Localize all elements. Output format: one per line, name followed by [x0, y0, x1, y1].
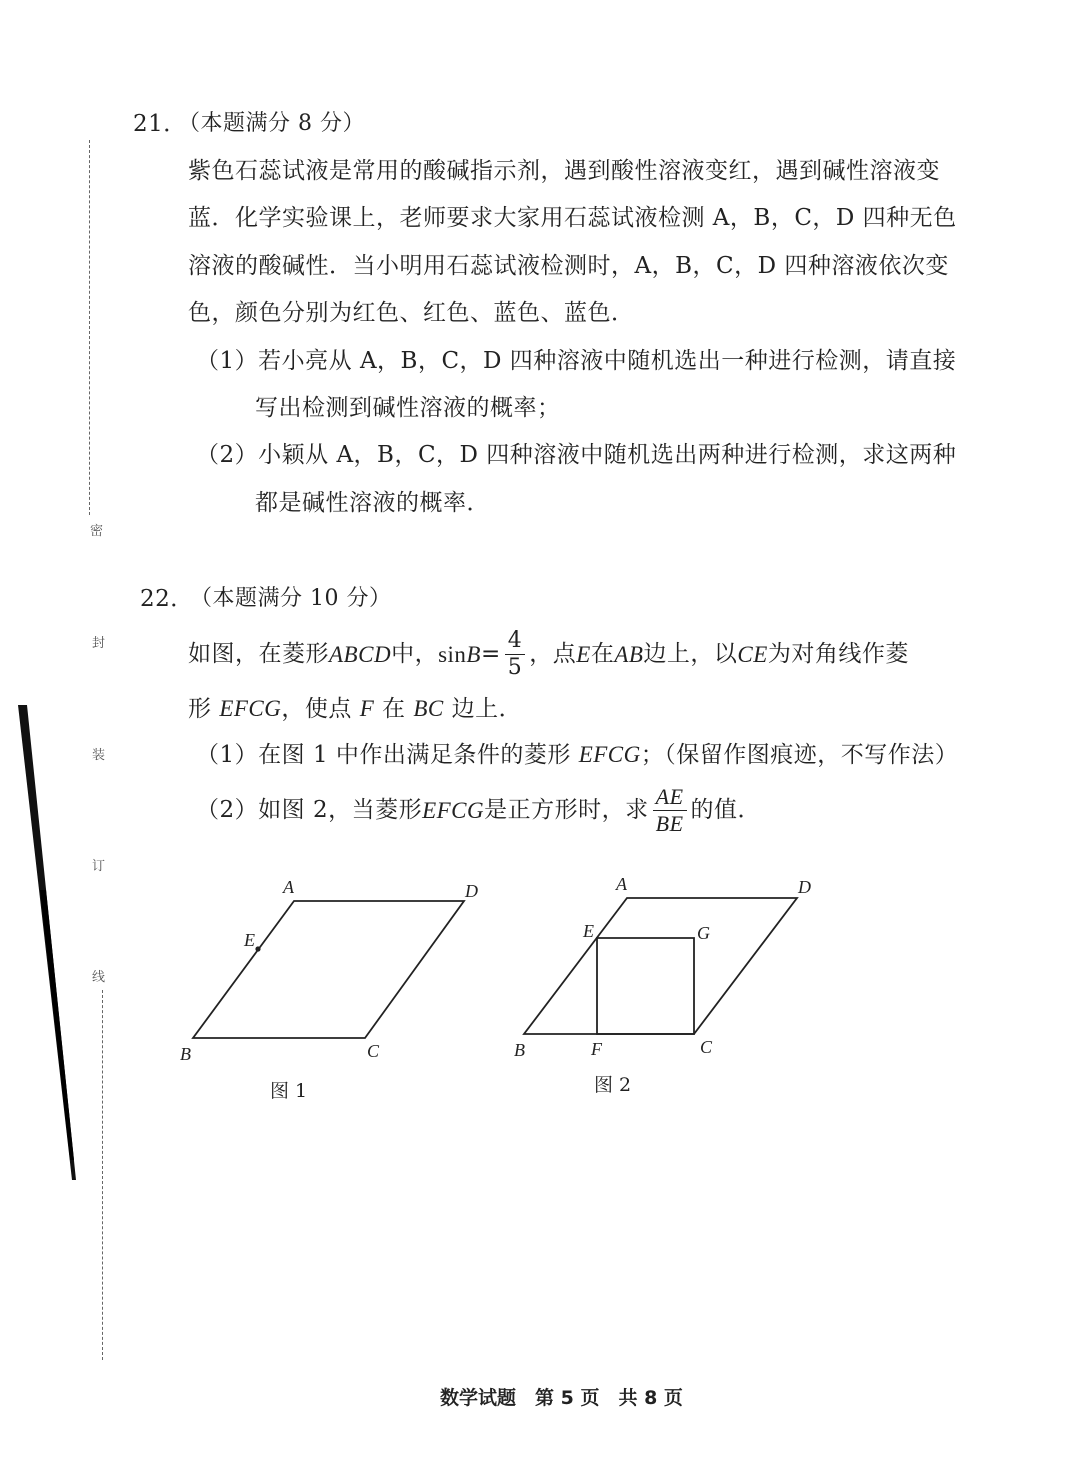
q22-l2-d: 边上．: [443, 696, 523, 722]
q22-l2-a: 形: [188, 696, 220, 722]
q22-s2-EFCG: EFCG: [422, 797, 485, 823]
q22-l1-abcd: ABCD: [329, 641, 392, 667]
q22-ratio-num: AE: [653, 784, 687, 811]
q22-sub2: [196, 780, 761, 840]
fig1-point-e: [255, 946, 260, 951]
fig1-label-b: B: [180, 1044, 191, 1064]
q22-s2-a: （2）如图 2，当菱形: [196, 796, 423, 823]
fig2-label-e: E: [583, 921, 594, 941]
fig1-label-e: E: [244, 930, 255, 950]
q22-l2-b: ，使点: [281, 696, 360, 722]
q22-l1-eq: =: [480, 640, 501, 667]
margin-scan-shadow: [0, 0, 100, 1200]
fig2-label-a: A: [616, 874, 627, 894]
q21-sub1-line-1: （1）若小亮从 A，B，C，D 四种溶液中随机选出一种进行检测，请直接: [196, 348, 957, 374]
margin-char-feng: 封: [92, 636, 106, 651]
q22-l1-a: 如图，在菱形: [188, 640, 329, 667]
q22-frac-den: 5: [507, 654, 523, 680]
q22-line-2: [188, 697, 522, 721]
q21-number: 21．: [133, 111, 187, 137]
fig2-label-f: F: [591, 1039, 602, 1059]
q22-l1-E: E: [576, 641, 591, 667]
margin-char-xian: 线: [92, 970, 106, 985]
q22-s1-EFCG: EFCG: [578, 742, 641, 767]
q22-sinB-fraction: [505, 628, 526, 681]
fig1-label-c: C: [367, 1041, 380, 1061]
q22-l1-e: 边上，以: [643, 640, 738, 667]
margin-char-mi: 密: [90, 524, 104, 539]
q22-l2-c: 在: [374, 696, 414, 722]
q22-l2-EFCG: EFCG: [219, 696, 282, 721]
margin-dashed-line-bottom: [102, 990, 103, 1360]
fig2-label-g: G: [697, 923, 710, 943]
fig1-caption: 图 1: [270, 1080, 308, 1102]
fig1-label-d: D: [465, 881, 478, 901]
fig2-rhombus: [524, 898, 797, 1034]
q22-s2-c: 的值．: [690, 796, 762, 823]
q21-sub2-line-1: （2）小颖从 A，B，C，D 四种溶液中随机选出两种进行检测，求这两种: [196, 442, 957, 468]
q22-l2-F: F: [359, 696, 375, 721]
q21-score: （本题满分 8 分）: [178, 111, 365, 136]
q22-ratio-fraction: [653, 784, 687, 837]
fig2-square-efcg: [597, 938, 694, 1034]
margin-char-ding: 订: [92, 859, 106, 874]
fig2-label-b: B: [514, 1040, 525, 1060]
fig2-caption: 图 2: [594, 1074, 632, 1096]
q22-l1-c: ，点: [529, 640, 577, 667]
q22-l1-sin: sin: [438, 641, 467, 667]
fig1-label-a: A: [283, 877, 294, 897]
q21-line-3: 溶液的酸碱性．当小明用石蕊试液检测时，A，B，C，D 四种溶液依次变: [188, 253, 949, 279]
q22-line-1: [188, 624, 909, 684]
q22-l1-AB: AB: [614, 641, 644, 667]
fig2-label-c: C: [700, 1037, 713, 1057]
figure-2: [500, 866, 840, 1066]
page-footer: 数学试题 第 5 页 共 8 页: [440, 1387, 683, 1409]
q22-frac-num: 4: [505, 628, 526, 655]
q22-l1-d: 在: [590, 640, 615, 667]
q22-l2-BC: BC: [413, 696, 444, 721]
q22-s2-b: 是正方形时，求: [484, 796, 649, 823]
q22-l1-B: B: [466, 641, 481, 667]
fig1-rhombus: [193, 901, 464, 1038]
fig2-label-d: D: [798, 877, 811, 897]
q22-sub1: [196, 743, 958, 767]
q22-l1-f: 为对角线作菱: [767, 640, 909, 667]
q21-line-2: 蓝．化学实验课上，老师要求大家用石蕊试液检测 A，B，C，D 四种无色: [188, 205, 957, 231]
q21-line-4: 色，颜色分别为红色、红色、蓝色、蓝色．: [188, 300, 635, 326]
q21-sub1-line-2: 写出检测到碱性溶液的概率；: [255, 395, 561, 421]
q22-l1-b: 中，: [391, 640, 439, 667]
figure-1: [170, 870, 500, 1110]
q21-sub2-line-2: 都是碱性溶液的概率．: [255, 490, 490, 516]
margin-char-zhuang: 装: [92, 748, 106, 763]
q21-line-1: 紫色石蕊试液是常用的酸碱指示剂，遇到酸性溶液变红，遇到碱性溶液变: [188, 158, 940, 184]
q22-score: （本题满分 10 分）: [190, 586, 392, 611]
q22-l1-CE: CE: [737, 641, 768, 667]
q22-number: 22．: [140, 586, 194, 612]
q22-s1-b: ；（保留作图痕迹，不写作法）: [640, 742, 959, 768]
q22-ratio-den: BE: [655, 810, 684, 836]
q22-s1-a: （1）在图 1 中作出满足条件的菱形: [196, 742, 579, 768]
